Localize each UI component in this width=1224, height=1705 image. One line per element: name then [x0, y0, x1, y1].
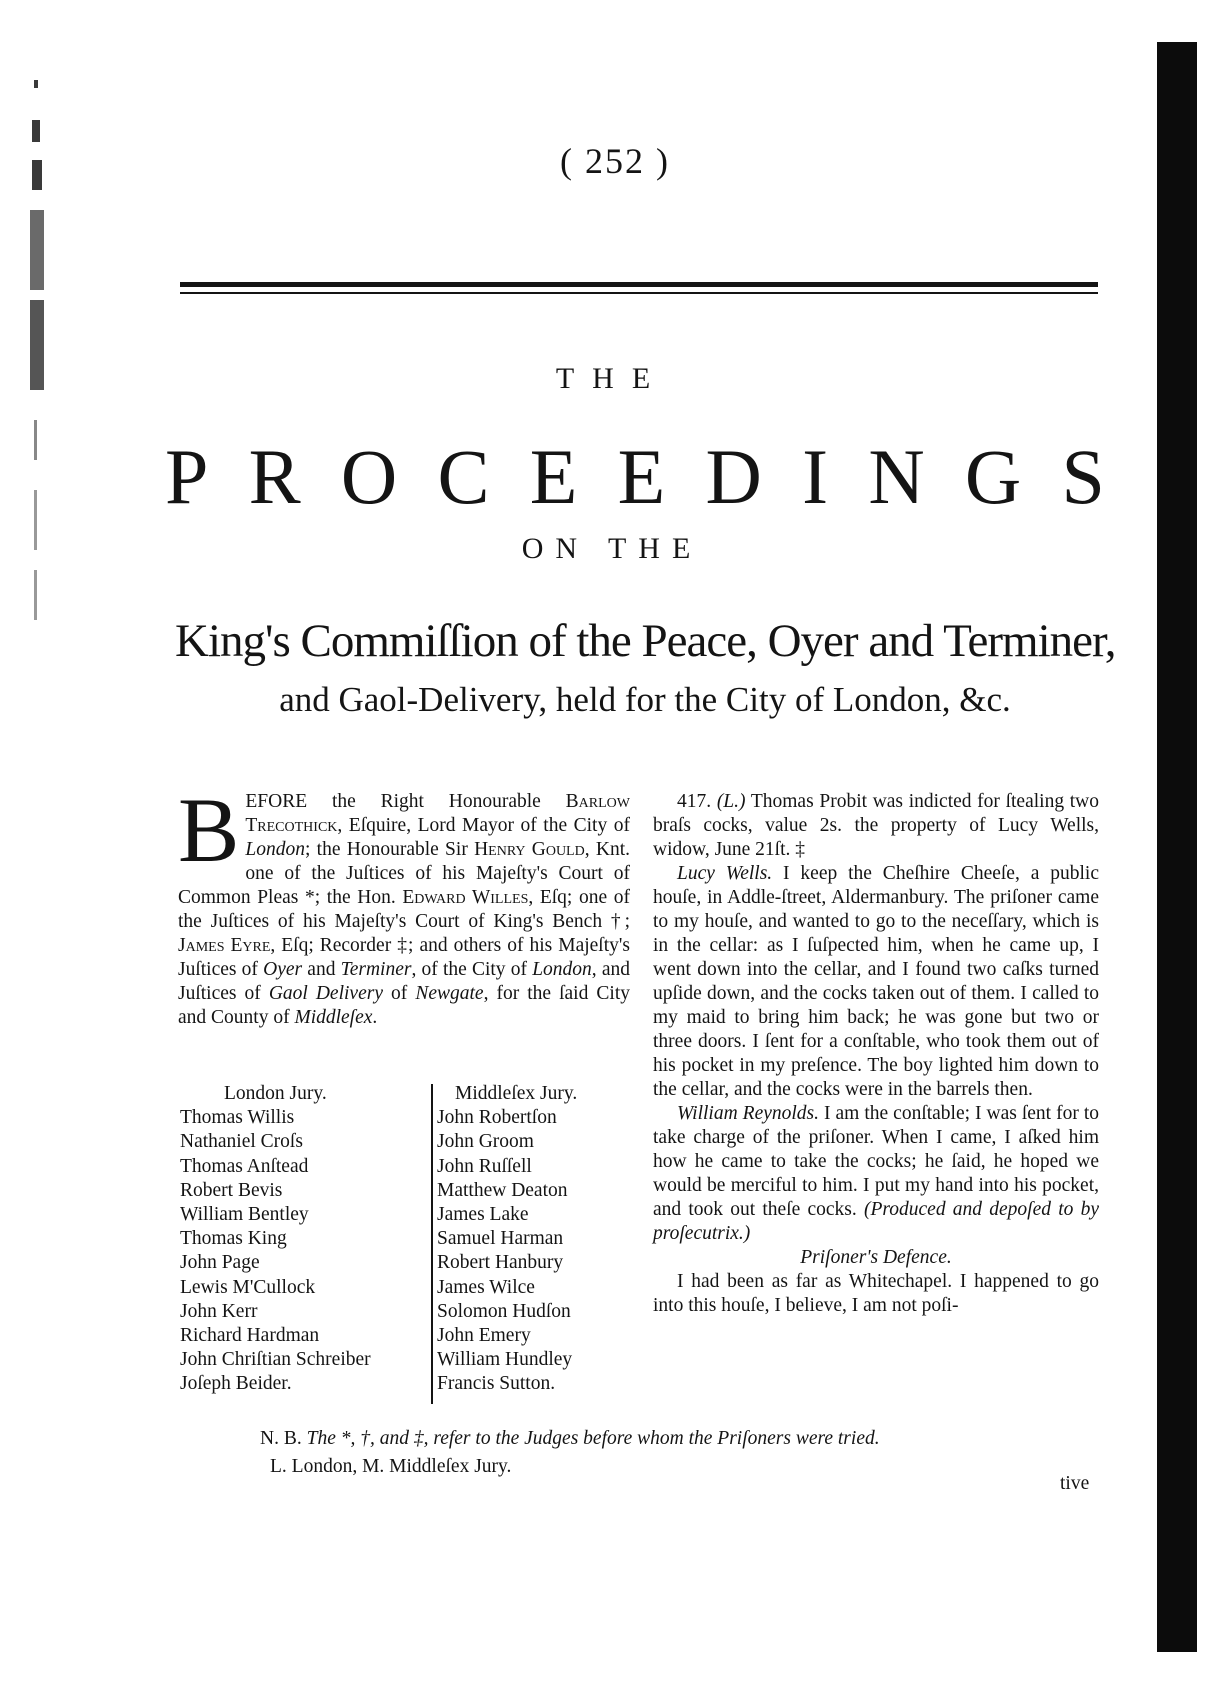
juror-name: John Chriſtian Schreiber [180, 1349, 371, 1371]
title-letter: C [437, 433, 490, 520]
juror-name: John Kerr [180, 1300, 258, 1322]
page-number: ( 252 ) [560, 141, 670, 181]
juror-name: Thomas Anſtead [180, 1155, 309, 1177]
header-rule-thin [180, 292, 1098, 294]
juror-name: Robert Hanbury [437, 1252, 564, 1274]
juror-name: Richard Hardman [180, 1325, 320, 1347]
juror-name: Thomas King [180, 1228, 287, 1250]
title-proceedings [165, 432, 1105, 522]
juror-name: Matthew Deaton [437, 1179, 568, 1201]
london-jury-header: London Jury. [224, 1083, 327, 1104]
page-edge-shadow [1157, 42, 1197, 1652]
catchword: tive [1060, 1473, 1090, 1494]
title-letter: G [964, 433, 1022, 520]
middlesex-jury-list [437, 1082, 627, 1397]
london-jury-list [180, 1082, 425, 1397]
title-letter: P [165, 433, 209, 520]
case-column [653, 790, 1099, 1318]
defence-paragraph: I had been as far as Whitechapel. I happened to go into this houſe, I believe, I am not poſi- [653, 1271, 1099, 1316]
indictment-paragraph: 417. (L.) Thomas Probit was indicted for ſtealing two braſs cocks, value 2s. the property of Lucy Wells, widow, June 21ſt. ‡ [653, 791, 1099, 860]
juror-name: Thomas Willis [180, 1107, 295, 1129]
title-on-the: ON THE [521, 532, 703, 565]
juror-name: Solomon Hudſon [437, 1300, 571, 1322]
juror-name: William Bentley [180, 1204, 309, 1226]
juror-name: Robert Bevis [180, 1179, 283, 1201]
title-the: THE [555, 362, 669, 395]
jury-divider [431, 1084, 433, 1404]
middlesex-jury-header: Middleſex Jury. [455, 1083, 578, 1104]
juror-name: Francis Sutton. [437, 1373, 556, 1395]
title-letter: N [868, 433, 925, 520]
title-letter: S [1061, 433, 1105, 520]
drop-cap: B [178, 779, 240, 881]
title-letter: O [340, 433, 398, 520]
juror-name: John Page [180, 1252, 260, 1274]
footnote: N. B. The *, †, and ‡, refer to the Judges before whom the Priſoners were tried. L. London, M. Middleſex Jury. [260, 1428, 880, 1477]
header-rule [180, 282, 1098, 287]
juror-name: John Groom [437, 1131, 534, 1153]
juror-name: Nathaniel Croſs [180, 1131, 303, 1153]
juror-name: John Ruſſell [437, 1155, 532, 1177]
juror-name: John Robertſon [437, 1107, 557, 1129]
juror-name: James Wilce [437, 1276, 535, 1298]
title-letter: R [248, 433, 301, 520]
title-gaol-delivery: and Gaol-Delivery, held for the City of London, &c. [279, 680, 1011, 719]
juror-name: Lewis M'Cullock [180, 1276, 316, 1298]
defence-heading: Priſoner's Defence. [800, 1247, 952, 1268]
testimony-lucy-wells: Lucy Wells. I keep the Cheſhire Cheeſe, a public houſe, in Addle-ſtreet, Aldermanbury. The priſoner came to my houſe, and wanted to go to the neceſſary, which is in the cellar: as I ſuſpected him, when he came up, I went down into the cellar, and I found two caſks turned upſide down, and the cocks taken out of them. I called to my maid to bring him back; he was gone but two or three doors. I ſent for a conſtable, who took them out of his pocket in my preſence. The boy lighted him down to the cellar, and the cocks were in the barrels then. [653, 863, 1099, 1100]
title-letter: D [705, 433, 762, 520]
juror-name: Joſeph Beider. [180, 1373, 292, 1395]
juror-name: Samuel Harman [437, 1228, 564, 1250]
juror-name: William Hundley [437, 1349, 573, 1371]
intro-paragraph: BEFORE the Right Honourable Barlow Trecothick, Eſquire, Lord Mayor of the City of London; the Honourable Sir Henry Gould, Knt. one of the Juſtices of his Majeſty's Court of Common Pleas *; the Hon. Edward Willes, Eſq; one of the Juſtices of his Majeſty's Court of King's Bench †; James Eyre, Eſq; Recorder ‡; and others of his Majeſty's Juſtices of Oyer and Terminer, of the City of London, and Juſtices of Gaol Delivery of Newgate, for the ſaid City and County of Middleſex. [178, 779, 631, 1028]
juror-name: John Emery [437, 1325, 531, 1347]
title-commission: King's Commiſſion of the Peace, Oyer and Terminer, [175, 615, 1116, 667]
title-letter: I [802, 433, 829, 520]
title-letter: E [529, 433, 578, 520]
juror-name: James Lake [437, 1204, 529, 1226]
title-letter: E [617, 433, 666, 520]
testimony-william-reynolds: William Reynolds. I am the conſtable; I was ſent for to take charge of the priſoner. When I came, I aſked him how he came to take the cocks; he ſaid, he hoped we would be merciful to him. I put my hand into his pocket, and took out theſe cocks. (Produced and depoſed to by proſecutrix.) [653, 1103, 1099, 1244]
